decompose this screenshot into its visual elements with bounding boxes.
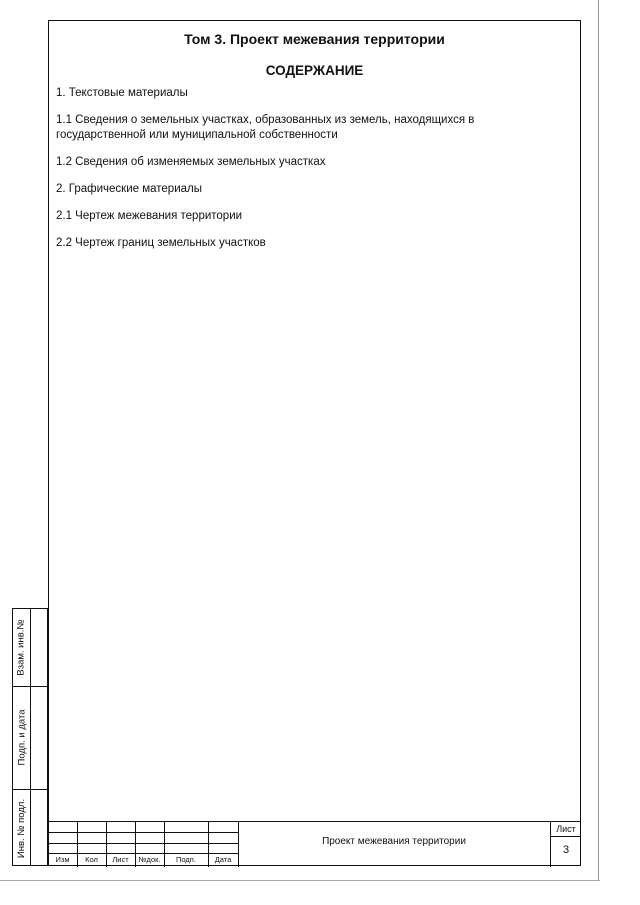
title-block-col-izm: Изм	[55, 855, 70, 864]
scan-edge-bottom	[0, 880, 600, 881]
toc-item-1-1: 1.1 Сведения о земельных участках, образованных из земель, находящихся в	[56, 114, 475, 126]
toc-item-1-1-cont: государственной или муниципальной собственности	[56, 129, 338, 141]
title-block-col-list: Лист	[112, 855, 129, 864]
side-label-replacement-inv: Взам. инв.№	[16, 619, 27, 676]
toc-item-2-1: 2.1 Чертеж межевания территории	[56, 210, 243, 222]
title-block-col-kol: Кол	[85, 855, 98, 864]
title-block-row-line	[550, 836, 581, 837]
scan-edge-right	[598, 0, 599, 880]
side-stamp	[12, 608, 48, 866]
page-title: Том 3. Проект межевания территории	[184, 31, 445, 47]
sheet-number: 3	[562, 844, 570, 856]
title-block-col-podp: Подп.	[176, 855, 196, 864]
title-block-col-data: Дата	[214, 855, 232, 864]
title-block	[48, 821, 581, 866]
contents-heading: СОДЕРЖАНИЕ	[265, 63, 364, 78]
page-frame	[48, 20, 581, 866]
side-stamp-column-divider	[30, 609, 31, 865]
toc-item-2: 2. Графические материалы	[56, 183, 203, 195]
title-block-col-ndok: №док.	[138, 855, 161, 864]
sheet-label: Лист	[556, 824, 576, 834]
side-label-original-inv: Инв. № подл.	[16, 798, 27, 858]
document-name: Проект межевания территории	[322, 836, 466, 847]
toc-item-2-2: 2.2 Чертеж границ земельных участков	[56, 237, 266, 249]
side-label-signature-date: Подп. и дата	[16, 709, 27, 766]
toc-item-1: 1. Текстовые материалы	[56, 87, 188, 99]
toc-item-1-2: 1.2 Сведения об изменяемых земельных участках	[56, 156, 326, 168]
